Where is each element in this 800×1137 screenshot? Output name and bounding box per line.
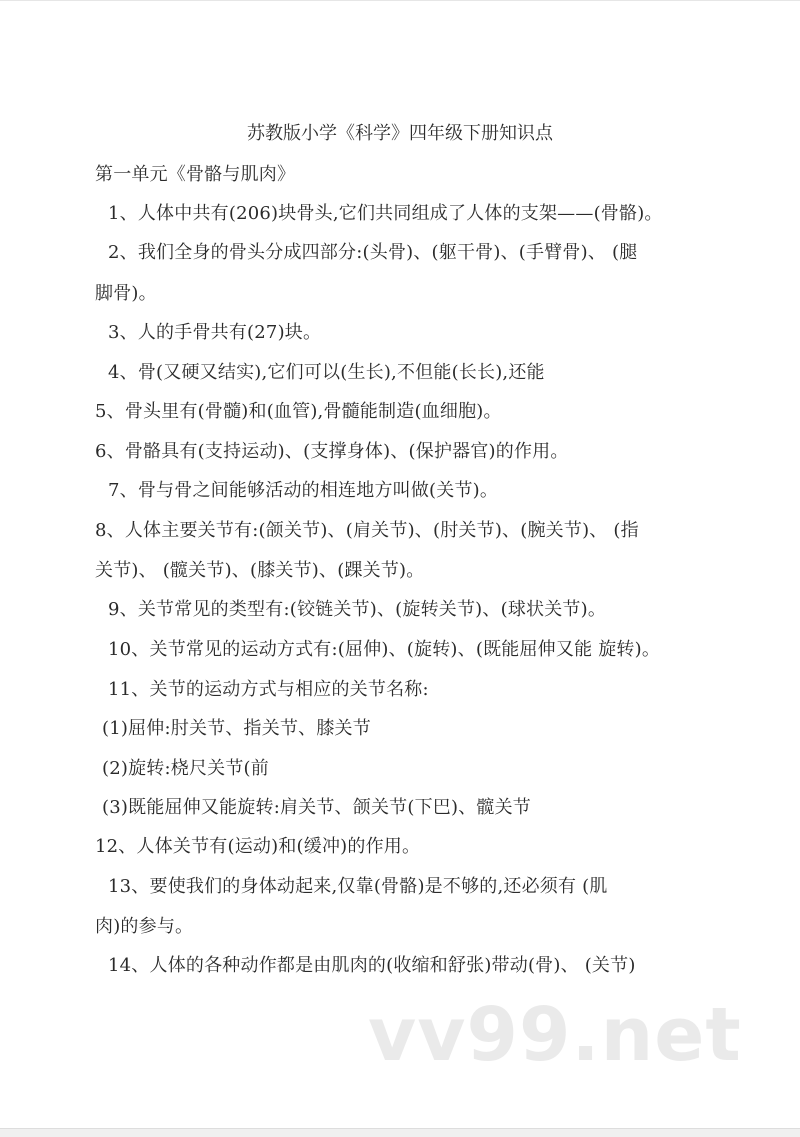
list-item: (1)屈伸:肘关节、指关节、膝关节 (102, 718, 371, 739)
unit-heading: 第一单元《骨骼与肌肉》 (95, 164, 296, 185)
text-line: 3、人的手骨共有(27)块。 (108, 322, 322, 343)
text-line: 8、人体主要关节有:(颌关节)、(肩关节)、(肘关节)、(腕关节)、 (指 (95, 520, 639, 541)
page-bottom-edge (0, 1128, 800, 1137)
text-line: 6、骨骼具有(支持运动)、(支撑身体)、(保护器官)的作用。 (95, 441, 569, 462)
text-line: 9、关节常见的类型有:(铰链关节)、(旋转关节)、(球状关节)。 (108, 599, 607, 620)
watermark: vv99.net (368, 992, 742, 1078)
text-line: 关节)、 (髋关节)、(膝关节)、(踝关节)。 (95, 560, 425, 581)
text-line: 7、骨与骨之间能够活动的相连地方叫做(关节)。 (108, 480, 499, 501)
document-title: 苏教版小学《科学》四年级下册知识点 (247, 123, 553, 144)
text-line: 11、关节的运动方式与相应的关节名称: (108, 679, 429, 700)
list-item: (2)旋转:桡尺关节(前 (102, 758, 269, 779)
text-line: 12、人体关节有(运动)和(缓冲)的作用。 (95, 836, 421, 857)
page-top-edge (0, 0, 800, 1)
text-line: 4、骨(又硬又结实),它们可以(生长),不但能(长长),还能 (108, 362, 545, 383)
text-line: 5、骨头里有(骨髓)和(血管),骨髓能制造(血细胞)。 (95, 401, 502, 422)
text-line: 10、关节常见的运动方式有:(屈伸)、(旋转)、(既能屈伸又能 旋转)。 (108, 639, 661, 660)
text-line: 2、我们全身的骨头分成四部分:(头骨)、(躯干骨)、(手臂骨)、 (腿 (108, 242, 638, 263)
text-line: 14、人体的各种动作都是由肌肉的(收缩和舒张)带动(骨)、 (关节) (108, 955, 636, 976)
text-line: 1、人体中共有(206)块骨头,它们共同组成了人体的支架——(骨骼)。 (108, 203, 663, 224)
text-line: 脚骨)。 (95, 283, 157, 304)
text-line: 13、要使我们的身体动起来,仅靠(骨骼)是不够的,还必须有 (肌 (108, 876, 608, 897)
list-item: (3)既能屈伸又能旋转:肩关节、颌关节(下巴)、髋关节 (102, 797, 532, 818)
text-line: 肉)的参与。 (95, 916, 194, 937)
